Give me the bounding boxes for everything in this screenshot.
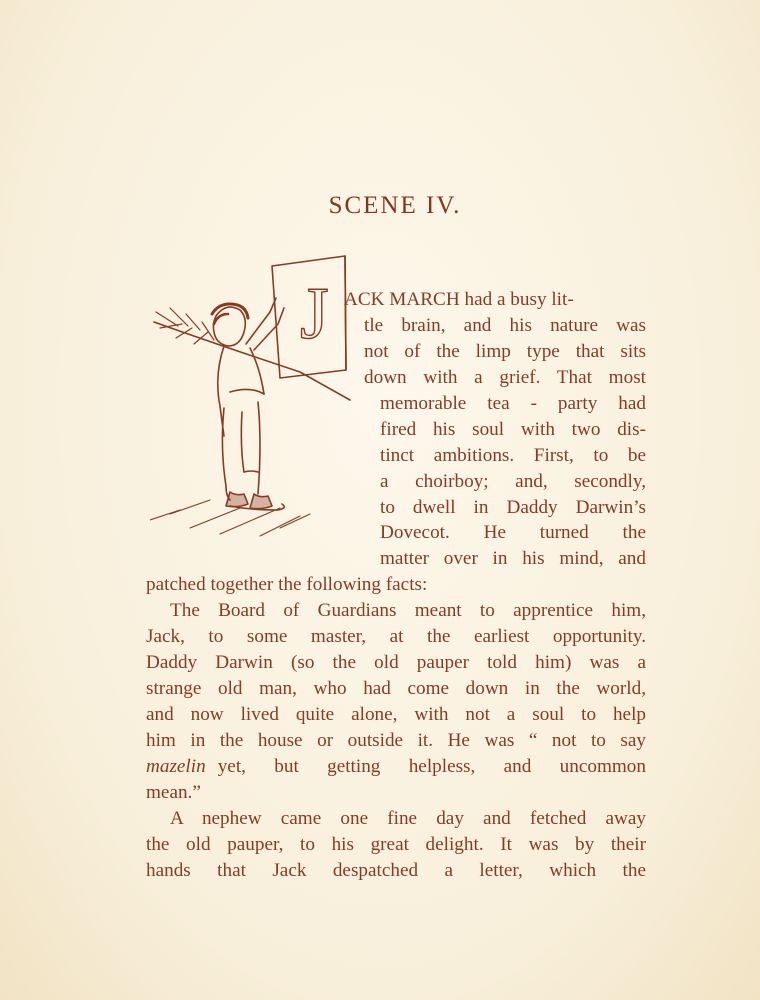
text-line: the old pauper, to his great delight. It was by their — [146, 834, 646, 855]
text-line: not of the limp type that sits — [364, 341, 646, 362]
text-line: fired his soul with two dis- — [380, 419, 646, 440]
text-line: him in the house or outside it. He was “ not to say — [146, 730, 646, 751]
drop-cap-letter: J — [300, 273, 329, 355]
text-line: A nephew came one fine day and fetched away — [170, 808, 646, 829]
italic-word: mazelin — [146, 756, 206, 777]
text-line: tinct ambitions. First, to be — [380, 445, 646, 466]
text-line: strange old man, who had come down in the world, — [146, 678, 646, 699]
text-line-with-italic — [146, 754, 646, 780]
page-title: SCENE IV. — [328, 192, 462, 219]
text-line: ACK MARCH had a busy lit- — [344, 289, 574, 310]
text-line: Jack, to some master, at the earliest opportunity. — [146, 626, 646, 647]
text-line: memorable tea - party had — [380, 393, 646, 414]
text-line: to dwell in Daddy Darwin’s — [380, 497, 646, 518]
text-line: Dovecot. He turned the — [380, 522, 646, 543]
text-line: matter over in his mind, and — [380, 548, 646, 569]
text-line: down with a grief. That most — [364, 367, 646, 388]
text-line: hands that Jack despatched a letter, which the — [146, 860, 646, 881]
text-line: patched together the following facts: — [146, 574, 428, 595]
text-line: tle brain, and his nature was — [364, 315, 646, 336]
text-line: Daddy Darwin (so the old pauper told him) was a — [146, 652, 646, 673]
text-line: and now lived quite alone, with not a soul to help — [146, 704, 646, 725]
boy-holding-sign-illustration — [150, 252, 360, 542]
text-line: The Board of Guardians meant to apprentice him, — [170, 600, 646, 621]
text-line: mean.” — [146, 782, 201, 803]
text-line: yet, but getting helpless, and uncommon — [217, 756, 646, 777]
text-line: a choirboy; and, secondly, — [380, 471, 646, 492]
